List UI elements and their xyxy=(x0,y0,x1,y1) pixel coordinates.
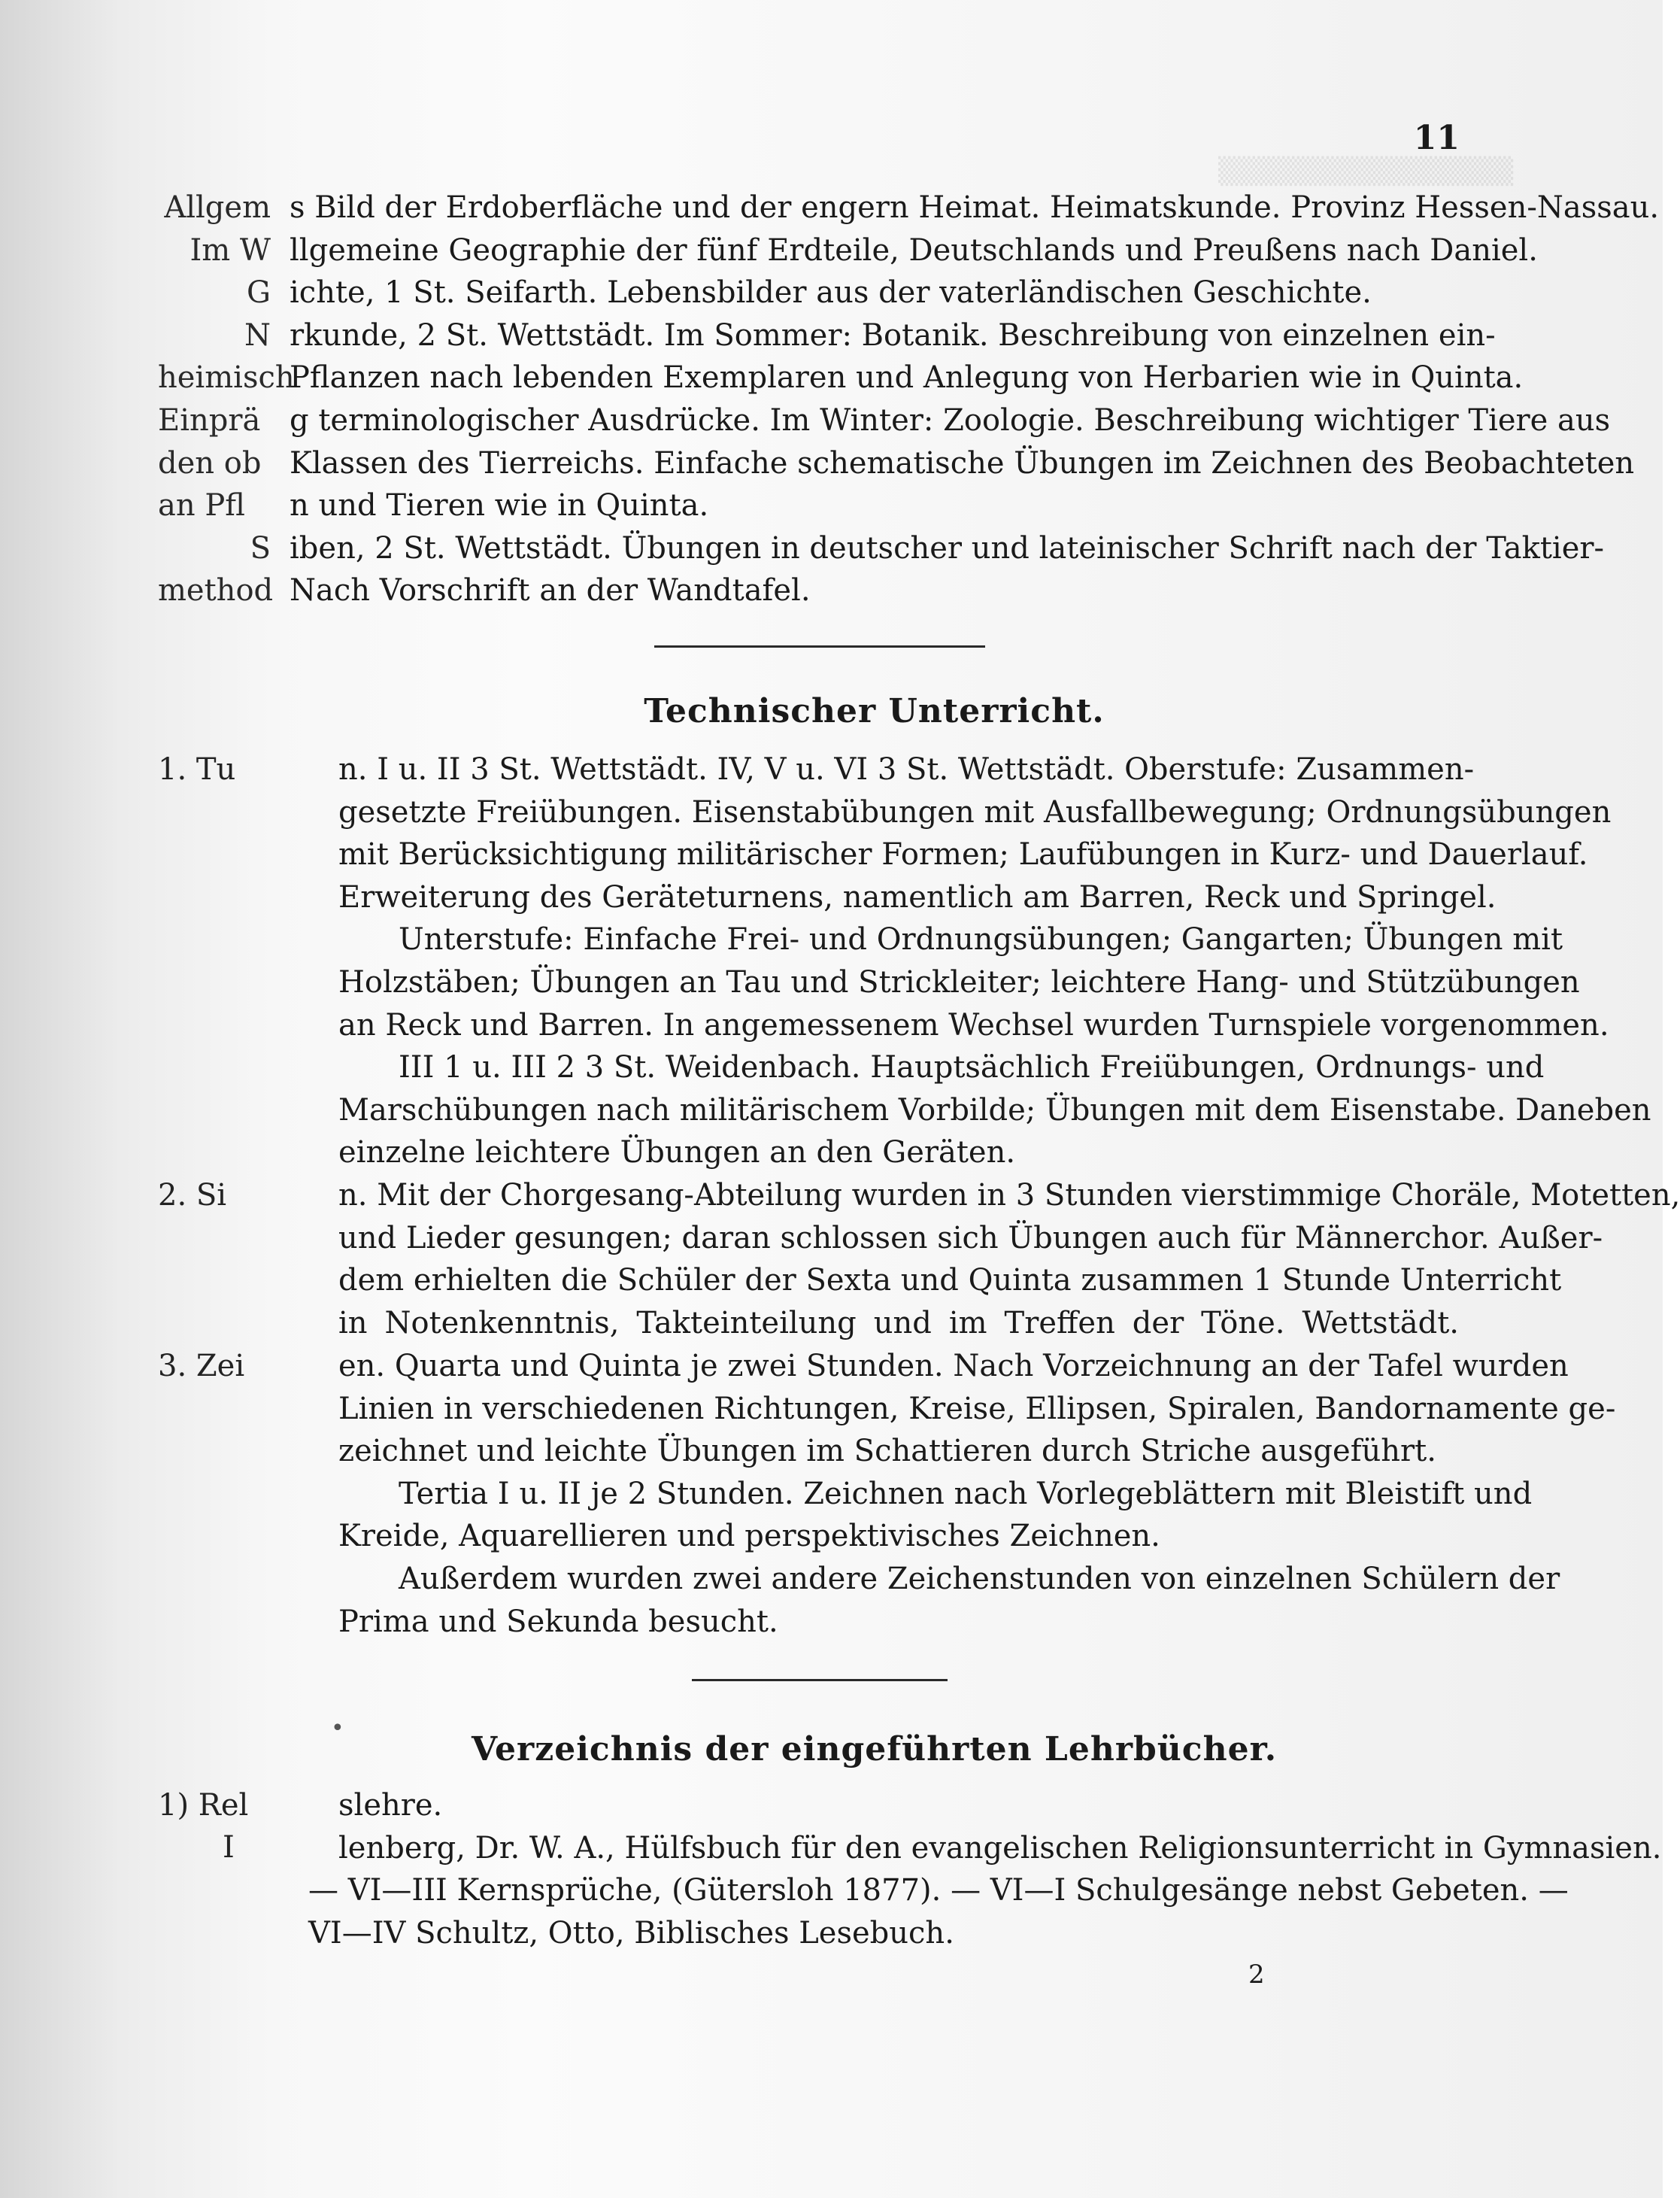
text-line: en. Quarta und Quinta je zwei Stunden. Nach Vorzeichnung an der Tafel wurden xyxy=(338,1349,1569,1383)
fragment: an Pfl xyxy=(158,488,245,524)
text-line: Linien in verschiedenen Richtungen, Kreise, Ellipsen, Spiralen, Bandornamente ge- xyxy=(338,1391,1616,1426)
fragment: Einprä xyxy=(158,402,261,438)
label-class: I xyxy=(223,1830,235,1865)
signature-mark: 2 xyxy=(1248,1960,1265,1990)
text-line: rkunde, 2 St. Wettstädt. Im Sommer: Botanik. Beschreibung von einzelnen ein- xyxy=(290,317,1496,353)
label-singen: 2. Si xyxy=(158,1178,227,1213)
text-line: Nach Vorschrift an der Wandtafel. xyxy=(290,573,811,609)
label-turnen: 1. Tu xyxy=(158,752,236,787)
text-line: Pflanzen nach lebenden Exemplaren und Anlegung von Herbarien wie in Quinta. xyxy=(290,360,1524,396)
text-line: einzelne leichtere Übungen an den Geräten. xyxy=(338,1135,1016,1170)
technical-heading: Technischer Unterricht. xyxy=(644,692,1105,730)
fragment: heimisch xyxy=(158,360,295,396)
text-line: in Notenkenntnis, Takteinteilung und im Treffen der Töne. Wettstädt. xyxy=(338,1305,1459,1340)
fragment: method xyxy=(158,573,274,609)
text-line: Prima und Sekunda besucht. xyxy=(338,1604,778,1639)
text-line: und Lieder gesungen; daran schlossen sich Übungen auch für Männerchor. Außer- xyxy=(338,1220,1603,1255)
text-line: III 1 u. III 2 3 St. Weidenbach. Hauptsächlich Freiübungen, Ordnungs- und xyxy=(399,1050,1545,1085)
text-line: llgemeine Geographie der fünf Erdteile, Deutschlands und Preußens nach Daniel. xyxy=(290,232,1538,268)
text-line: — VI—III Kernsprüche, (Gütersloh 1877). — VI—I Schulgesänge nebst Gebeten. — xyxy=(308,1873,1569,1908)
text-line: mit Berücksichtigung militärischer Formen; Laufübungen in Kurz- und Dauerlauf. xyxy=(338,837,1588,873)
left-margin-fragments xyxy=(158,187,295,612)
label-zeichnen: 3. Zei xyxy=(158,1349,245,1383)
text-line: Holzstäben; Übungen an Tau und Strickleiter; leichtere Hang- und Stützübungen xyxy=(338,964,1580,1000)
text-line: Tertia I u. II je 2 Stunden. Zeichnen nach Vorlegeblättern mit Bleistift und xyxy=(399,1476,1533,1511)
label-religion: 1) Rel xyxy=(158,1788,249,1823)
text-line: zeichnet und leichte Übungen im Schattieren durch Striche ausgeführt. xyxy=(338,1434,1436,1469)
text-line: n. I u. II 3 St. Wettstädt. IV, V u. VI 3 St. Wettstädt. Oberstufe: Zusammen- xyxy=(338,752,1475,787)
section-divider xyxy=(692,1679,948,1681)
fragment: N xyxy=(244,317,271,353)
text-line: lenberg, Dr. W. A., Hülfsbuch für den evangelischen Religionsunterricht in Gymnasien. xyxy=(338,1830,1662,1866)
text-line: dem erhielten die Schüler der Sexta und Quinta zusammen 1 Stunde Unterricht xyxy=(338,1263,1562,1298)
top-paragraphs xyxy=(290,187,1660,612)
section-singen xyxy=(338,1174,1680,1344)
text-line: Außerdem wurden zwei andere Zeichenstunden von einzelnen Schülern der xyxy=(399,1561,1560,1596)
section-turnen xyxy=(338,748,1651,1174)
text-line: Unterstufe: Einfache Frei- und Ordnungsübungen; Gangarten; Übungen mit xyxy=(399,922,1563,958)
fragment: G xyxy=(247,275,271,311)
text-line: n. Mit der Chorgesang-Abteilung wurden in 3 Stunden vierstimmige Choräle, Motetten, xyxy=(338,1178,1680,1213)
bleed-through-text: ▒▒▒▒▒▒▒▒▒▒▒▒▒▒▒ xyxy=(1218,156,1514,187)
text-line: Kreide, Aquarellieren und perspektivisches Zeichnen. xyxy=(338,1519,1160,1554)
text-line: s Bild der Erdoberfläche und der engern Heimat. Heimatskunde. Provinz Hessen-Nassau. xyxy=(290,190,1660,225)
text-line: n und Tieren wie in Quinta. xyxy=(290,488,709,524)
fragment: Allgem xyxy=(164,190,271,225)
text-line: ichte, 1 St. Seifarth. Lebensbilder aus der vaterländischen Geschichte. xyxy=(290,275,1372,311)
text-line: gesetzte Freiübungen. Eisenstabübungen mit Ausfallbewegung; Ordnungsübungen xyxy=(338,794,1612,830)
text-line: slehre. xyxy=(338,1788,443,1823)
text-line: Erweiterung des Geräteturnens, namentlich am Barren, Reck und Springel. xyxy=(338,879,1497,915)
textbooks-heading: Verzeichnis der eingeführten Lehrbücher. xyxy=(471,1730,1278,1768)
text-line: VI—IV Schultz, Otto, Biblisches Lesebuch. xyxy=(308,1915,954,1951)
fragment: S xyxy=(250,530,271,566)
text-line: g terminologischer Ausdrücke. Im Winter: Zoologie. Beschreibung wichtiger Tiere aus xyxy=(290,402,1611,438)
section-divider xyxy=(654,645,985,648)
text-line: iben, 2 St. Wettstädt. Übungen in deutscher und lateinischer Schrift nach der Taktier- xyxy=(290,530,1605,566)
stray-mark: • xyxy=(331,1715,344,1741)
page-number: 11 xyxy=(1413,119,1460,157)
fragment: Im W xyxy=(190,232,271,268)
text-line: an Reck und Barren. In angemessenem Wechsel wurden Turnspiele vorgenommen. xyxy=(338,1007,1609,1043)
fragment: den ob xyxy=(158,445,262,481)
text-line: Klassen des Tierreichs. Einfache schematische Übungen im Zeichnen des Beobachteten xyxy=(290,445,1635,481)
textbook-list xyxy=(290,1784,1662,1954)
text-line: Marschübungen nach militärischem Vorbilde; Übungen mit dem Eisenstabe. Daneben xyxy=(338,1092,1651,1128)
section-zeichnen xyxy=(338,1345,1616,1643)
